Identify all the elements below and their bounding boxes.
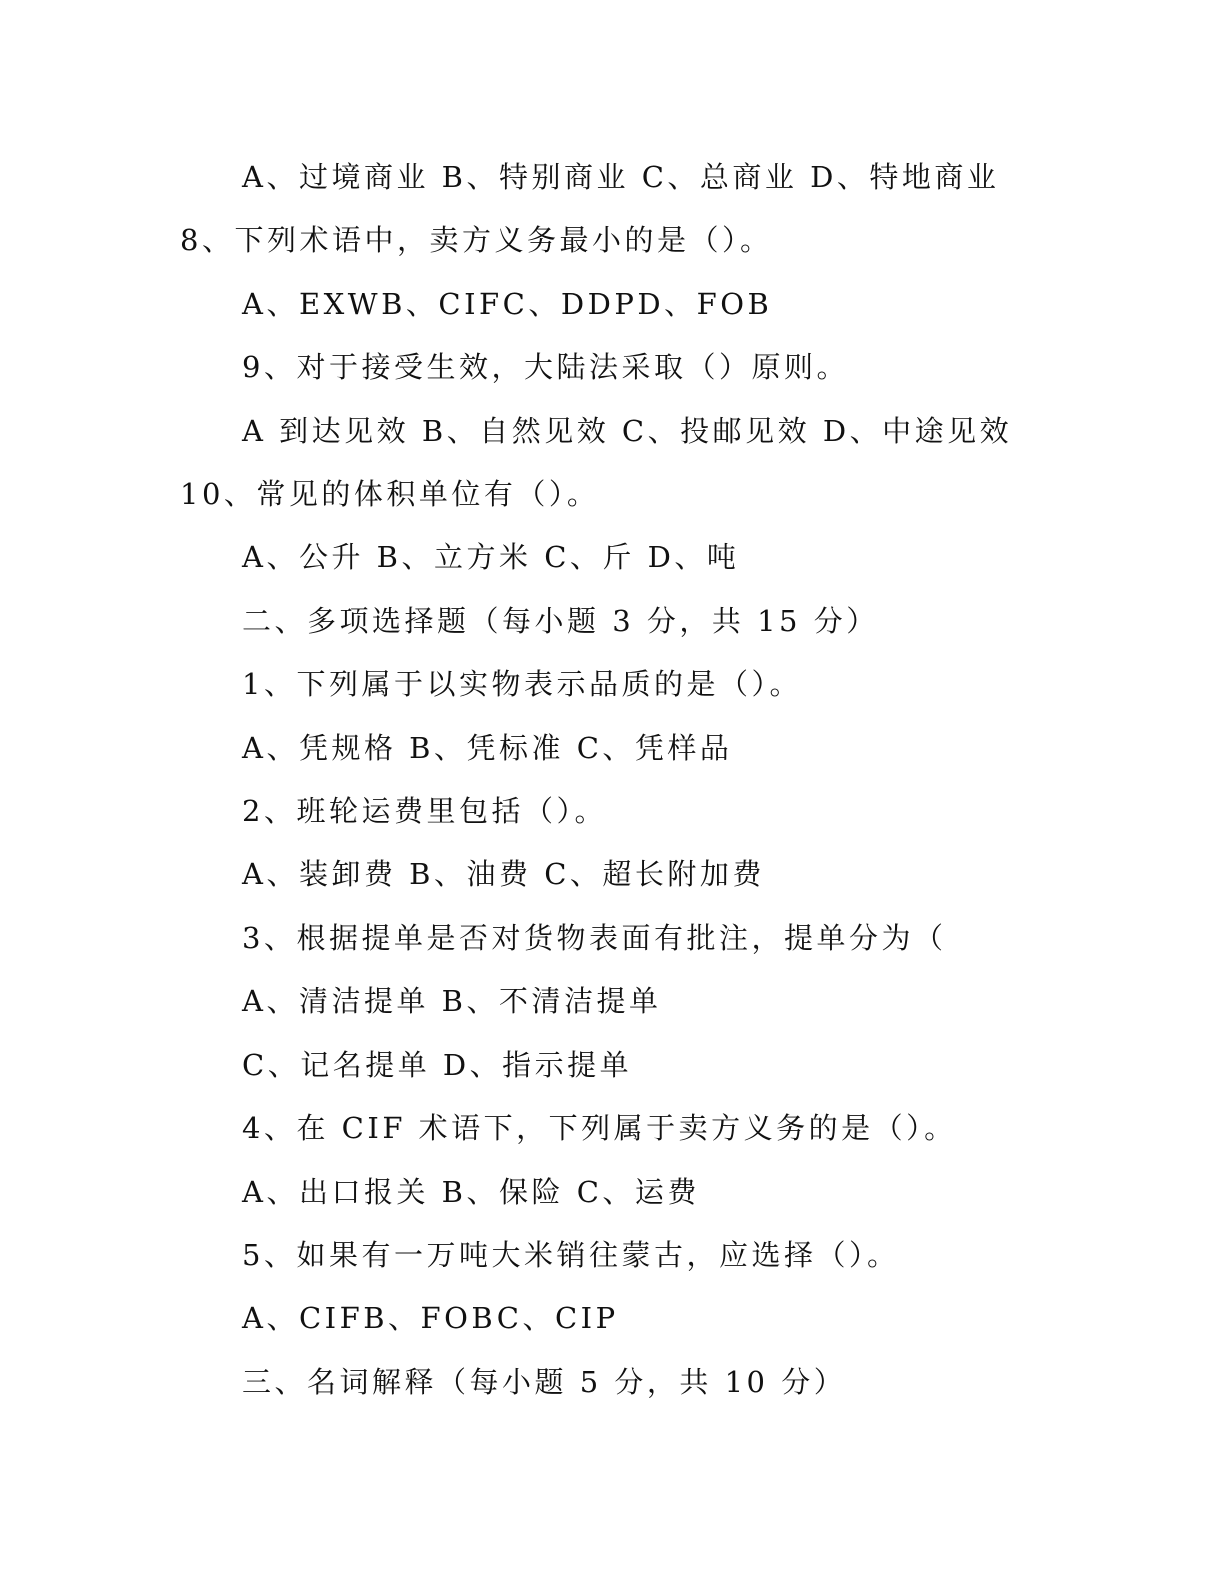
mc-question-3-options-cd: C、记名提单 D、指示提单: [242, 1047, 633, 1082]
mc-question-5: 5、如果有一万吨大米销往蒙古，应选择（）。: [242, 1237, 900, 1272]
mc-question-2: 2、班轮运费里包括（）。: [242, 794, 607, 829]
section-heading-term-explanation: 三、名词解释（每小题 5 分，共 10 分）: [242, 1364, 847, 1399]
mc-question-3: 3、根据提单是否对货物表面有批注，提单分为（: [242, 920, 947, 955]
section-heading-multiple-choice: 二、多项选择题（每小题 3 分，共 15 分）: [242, 603, 879, 638]
mc-question-1-options: A、凭规格 B、凭标准 C、凭样品: [242, 730, 733, 765]
mc-question-5-options: A、CIFB、FOBC、CIP: [242, 1301, 619, 1336]
document-body: [180, 146, 1030, 1414]
question-9-options-and-question-10: A 到达见效 B、自然见效 C、投邮见效 D、中途见效 10、常见的体积单位有（）。: [180, 413, 1013, 512]
mc-question-3-options-ab: A、清洁提单 B、不清洁提单: [242, 984, 662, 1019]
question-8-options: A、EXWB、CIFC、DDPD、FOB: [242, 286, 773, 321]
mc-question-4-options: A、出口报关 B、保险 C、运费: [242, 1174, 700, 1209]
mc-question-2-options: A、装卸费 B、油费 C、超长附加费: [242, 857, 765, 892]
question-10-options: A、公升 B、立方米 C、斤 D、吨: [242, 540, 740, 575]
mc-question-1: 1、下列属于以实物表示品质的是（）。: [242, 667, 802, 702]
question-7-options-and-question-8: A、过境商业 B、特别商业 C、总商业 D、特地商业 8、下列术语中，卖方义务最小的是（）。: [180, 160, 1000, 258]
question-9: 9、对于接受生效，大陆法采取（）原则。: [242, 350, 849, 385]
mc-question-4: 4、在 CIF 术语下，下列属于卖方义务的是（）。: [242, 1111, 957, 1146]
